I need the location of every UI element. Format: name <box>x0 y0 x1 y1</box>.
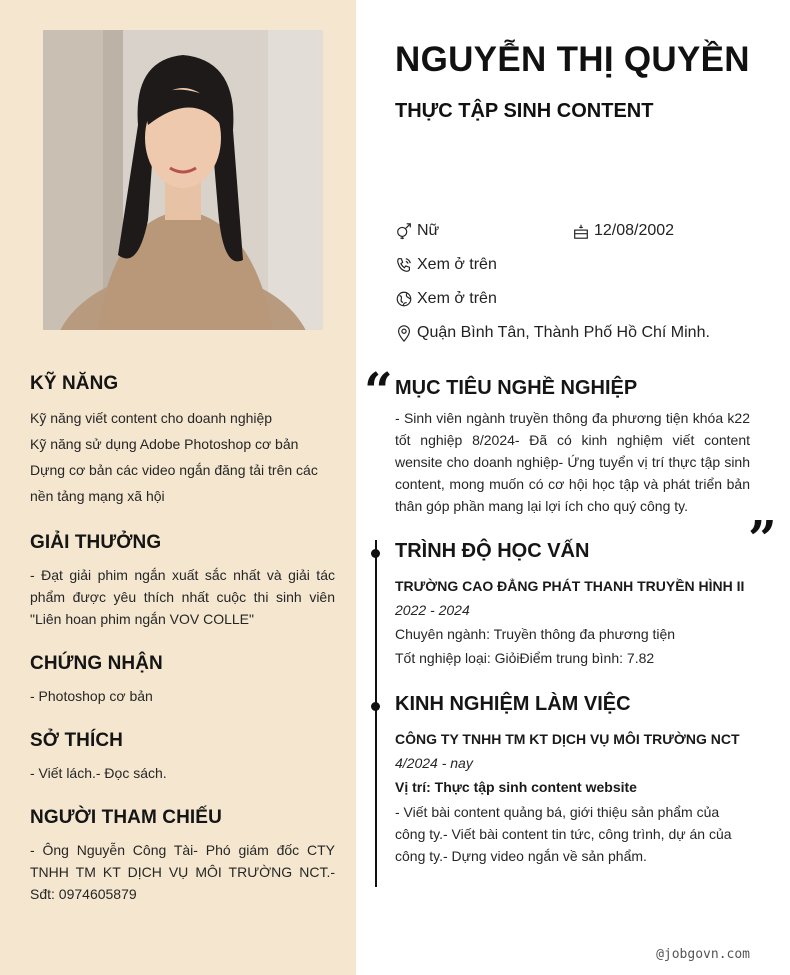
education-period: 2022 - 2024 <box>395 602 470 618</box>
quote-open-icon: “ <box>364 361 393 420</box>
gender-icon <box>395 222 413 240</box>
quote-close-icon: ” <box>748 509 777 568</box>
certificates-section <box>30 653 335 707</box>
references-title: NGƯỜI THAM CHIẾU <box>30 807 222 828</box>
experience-period: 4/2024 - nay <box>395 755 473 771</box>
skill-item: Kỹ năng viết content cho doanh nghiệp <box>30 410 273 426</box>
calendar-icon <box>572 222 590 240</box>
candidate-role: THỰC TẬP SINH CONTENT <box>395 100 654 122</box>
skills-section <box>30 373 335 509</box>
experience-position: Vị trí: Thực tập sinh content website <box>395 779 637 795</box>
certificates-text: - Photoshop cơ bản <box>30 688 153 704</box>
experience-company: CÔNG TY TNHH TM KT DỊCH VỤ MÔI TRƯỜNG NCT <box>395 731 740 747</box>
timeline-line <box>375 540 377 887</box>
timeline-dot <box>371 549 380 558</box>
profile-photo <box>43 30 323 330</box>
gender-value: Nữ <box>417 222 440 239</box>
education-grade: Tốt nghiệp loại: GiỏiĐiểm trung bình: 7.82 <box>395 650 655 666</box>
address-value: Quận Bình Tân, Thành Phố Hồ Chí Minh. <box>417 324 710 341</box>
timeline-dot <box>371 702 380 711</box>
skills-title: KỸ NĂNG <box>30 373 119 394</box>
birthday-value: 12/08/2002 <box>594 222 675 239</box>
certificates-title: CHỨNG NHẬN <box>30 653 163 674</box>
awards-text: - Đạt giải phim ngắn xuất sắc nhất và giải tác phẩm được yêu thích nhất cuộc thi sinh viên "Liên hoan phim ngắn VOV COLLE" <box>30 567 335 627</box>
phone-value: Xem ở trên <box>417 256 497 273</box>
awards-title: GIẢI THƯỞNG <box>30 532 162 553</box>
awards-section <box>30 532 335 630</box>
footer-watermark: @jobgovn.com <box>656 947 750 962</box>
experience-title: KINH NGHIỆM LÀM VIỆC <box>395 693 631 715</box>
hobbies-section <box>30 730 335 784</box>
website-info <box>395 290 497 308</box>
education-title: TRÌNH ĐỘ HỌC VẤN <box>395 540 590 562</box>
main-content <box>356 0 790 975</box>
phone-info <box>395 256 497 274</box>
birthday-info <box>572 222 674 240</box>
education-major: Chuyên ngành: Truyền thông đa phương tiện <box>395 626 676 642</box>
website-value: Xem ở trên <box>417 290 497 307</box>
skill-item: Kỹ năng sử dụng Adobe Photoshop cơ bản <box>30 436 299 452</box>
references-section <box>30 807 335 905</box>
objective-title: MỤC TIÊU NGHỀ NGHIỆP <box>395 377 638 399</box>
references-text: - Ông Nguyễn Công Tài- Phó giám đốc CTY TNHH TM KT DỊCH VỤ MÔI TRƯỜNG NCT.- Sđt: 0974605879 <box>30 842 335 902</box>
location-icon <box>395 324 413 342</box>
hobbies-text: - Viết lách.- Đọc sách. <box>30 765 167 781</box>
gender-info <box>395 222 439 240</box>
globe-icon <box>395 290 413 308</box>
experience-text: - Viết bài content quảng bá, giới thiệu sản phẩm của công ty.- Viết bài content tin tức, công trình, dự án của công ty.- Dựng video ngắn về sản phẩm. <box>395 804 732 864</box>
phone-icon <box>395 256 413 274</box>
objective-text: - Sinh viên ngành truyền thông đa phương tiện khóa k22 tốt nghiệp 8/2024- Đã có kinh nghiệm viết content wensite cho doanh nghiệp- Ứng tuyển vị trí thực tập sinh content, mong muốn có cơ hội học tập và phát triển bản thân góp phần mang lại lợi ích cho quý công ty. <box>395 410 750 514</box>
education-school: TRƯỜNG CAO ĐẲNG PHÁT THANH TRUYỀN HÌNH II <box>395 578 745 594</box>
address-info <box>395 324 710 342</box>
hobbies-title: SỞ THÍCH <box>30 730 124 751</box>
left-sidebar <box>0 0 356 975</box>
skill-item: nền tảng mạng xã hội <box>30 488 165 504</box>
skill-item: Dựng cơ bản các video ngắn đăng tải trên các <box>30 462 318 478</box>
candidate-name: NGUYỄN THỊ QUYỀN <box>395 40 750 79</box>
